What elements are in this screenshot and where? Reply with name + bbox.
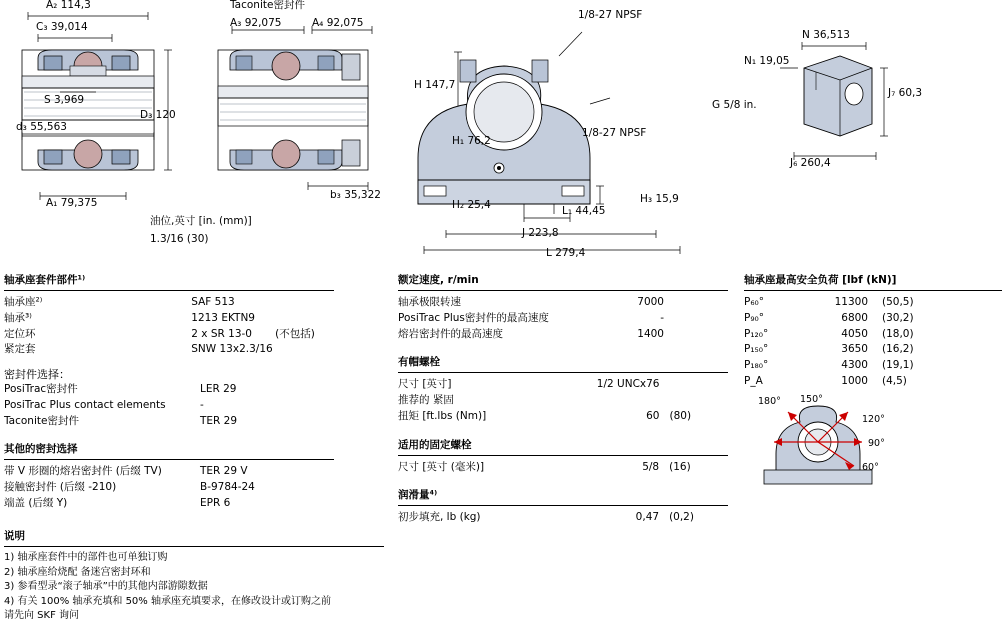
row-value: 2 x SR 13-0: [191, 327, 252, 340]
dim-j: J 223,8: [522, 227, 559, 239]
dim-a3: A₃ 92,075: [230, 17, 282, 29]
row-value: 1000: [841, 374, 868, 387]
lubricant-table: [398, 510, 728, 526]
row-extra: (不包括): [275, 327, 315, 340]
row-label: 端盖 (后缀 Y): [4, 496, 68, 509]
row-value: 4300: [841, 359, 868, 371]
angle-150: 150°: [800, 394, 823, 405]
table-row: [744, 342, 914, 358]
dim-s: S 3,969: [44, 94, 85, 106]
row-label: PosiTrac Plus密封件的最高速度: [398, 311, 549, 324]
dim-g: G 5/8 in.: [712, 99, 757, 111]
row-label: 轴承座²⁾: [4, 296, 43, 308]
row-label: P₁₈₀°: [744, 359, 769, 371]
dim-a1: A₁ 79,375: [46, 197, 98, 209]
table-row: [4, 414, 284, 430]
table-row: [398, 510, 728, 526]
row-label: 带 V 形圈的熔岩密封件 (后缀 TV): [4, 465, 162, 478]
dim-l: L 279,4: [546, 247, 586, 259]
dim-ba: b₃ 35,322: [330, 189, 381, 201]
divider: [4, 546, 384, 547]
seal-options-title: 密封件选择：: [4, 368, 70, 381]
row-label: P_A: [744, 374, 763, 387]
notes-section: [4, 528, 384, 624]
dim-h3: H₃ 15,9: [640, 193, 679, 205]
dim-npsf-top: 1/8-27 NPSF: [578, 9, 643, 21]
oil-level-title: 油位,英寸 [in. (mm)]: [150, 215, 252, 227]
other-seal-title: 其他的密封选择: [4, 443, 78, 456]
row-label: 初步填充, lb (kg): [398, 511, 481, 524]
row-label: Taconite密封件: [4, 414, 79, 427]
dim-c3: C₃ 39,014: [36, 21, 88, 33]
row-extra: [275, 295, 334, 311]
row-extra: (18,0): [882, 327, 914, 340]
table-row: [4, 311, 334, 327]
kit-parts-title: 轴承座套件部件¹⁾: [4, 274, 86, 286]
row-value: 0,47: [635, 511, 660, 524]
fix-bolt-title: 适用的固定螺栓: [398, 438, 472, 451]
safe-load-title: 轴承座最高安全负荷 [lbf (kN)]: [744, 274, 897, 286]
oil-level-value: 1.3/16 (30): [150, 233, 209, 245]
table-row: [4, 342, 334, 358]
row-extra: [659, 393, 728, 409]
row-label: 扭矩 [ft.lbs (Nm)]: [398, 409, 487, 422]
row-value: 5/8: [642, 460, 660, 473]
note-item: 3) 参看型录“滚子轴承”中的其他内部游隙数据: [4, 581, 208, 592]
row-extra: (16): [669, 460, 691, 473]
table-row: [398, 393, 728, 409]
dim-a2: A₂ 114,3: [46, 0, 91, 11]
row-value: SNW 13x2.3/16: [191, 343, 273, 356]
row-label: 尺寸 [英寸]: [398, 378, 452, 391]
seal-options-table: [4, 382, 284, 429]
divider: [744, 290, 1002, 291]
row-label: 尺寸 [英寸 (毫米)]: [398, 460, 485, 473]
row-label: 接触密封件 (后缀 -210): [4, 481, 117, 493]
table-row: [4, 398, 284, 414]
safe-load-section: [744, 272, 1002, 390]
speed-section: [398, 272, 728, 526]
angle-90: 90°: [868, 438, 885, 449]
divider: [398, 290, 728, 291]
row-extra: [659, 377, 728, 393]
row-value: 1400: [637, 327, 664, 340]
dim-da: D₃ 120: [140, 109, 176, 121]
row-extra: (4,5): [882, 374, 907, 387]
table-row: [4, 327, 334, 343]
notes-title: 说明: [4, 530, 25, 542]
drawing-front-elevation: [404, 8, 744, 258]
row-label: 紧定套: [4, 343, 36, 356]
angle-120: 120°: [862, 414, 885, 425]
row-label: P₆₀°: [744, 296, 765, 308]
kit-parts-table: [4, 295, 334, 358]
table-row: [744, 374, 914, 390]
divider: [4, 459, 334, 460]
divider: [398, 372, 728, 373]
row-label: P₁₂₀°: [744, 327, 769, 340]
dim-l1: L₁ 44,45: [562, 205, 606, 217]
row-label: 推荐的 紧固: [398, 394, 454, 406]
other-seal-table: [4, 464, 284, 511]
row-label: PosiTrac Plus contact elements: [4, 398, 166, 411]
row-value: 11300: [834, 296, 868, 308]
row-value: 60: [646, 409, 660, 422]
row-extra: [275, 342, 334, 358]
row-value: SAF 513: [191, 296, 235, 308]
dim-n: N 36,513: [802, 29, 850, 41]
safe-load-table: [744, 295, 914, 390]
angle-60: 60°: [862, 462, 879, 473]
row-value: TER 29: [200, 414, 238, 427]
row-extra: (50,5): [882, 296, 914, 308]
row-value: 3650: [841, 343, 868, 356]
row-label: 轴承³⁾: [4, 311, 32, 324]
row-extra: (19,1): [882, 359, 914, 371]
table-row: [398, 377, 728, 393]
note-item: 4) 有关 100% 轴承充填和 50% 轴承座充填要求，在修改设计或订购之前: [4, 595, 331, 607]
table-row: [4, 382, 284, 398]
note-item: 2) 轴承座给烧配 备迷宫密封环和: [4, 566, 151, 578]
row-value: 1/2 UNCx76: [596, 378, 660, 391]
table-row: [744, 311, 914, 327]
table-row: [4, 464, 284, 480]
label-taconite: Taconite密封件: [230, 0, 305, 11]
dim-d3: d₃ 55,563: [16, 121, 67, 133]
dim-h1: H₁ 76,2: [452, 135, 491, 147]
table-row: [744, 358, 914, 374]
row-label: 定位环: [4, 327, 36, 340]
row-value: -: [200, 398, 204, 411]
dim-j7: J₇ 60,3: [888, 87, 923, 99]
row-value: -: [660, 311, 664, 324]
row-value: B-9784-24: [200, 481, 255, 493]
row-label: P₁₅₀°: [744, 343, 769, 356]
dim-h: H 147,7: [414, 79, 456, 91]
row-value: TER 29 V: [200, 465, 248, 478]
dim-n1: N₁ 19,05: [744, 55, 790, 67]
row-value: 4050: [841, 327, 868, 340]
divider: [398, 505, 728, 506]
drawing-section-view-2: [196, 0, 396, 250]
row-extra: [275, 311, 334, 327]
table-row: [398, 295, 664, 311]
row-value: EPR 6: [200, 496, 231, 509]
table-row: [4, 496, 284, 512]
dim-a4: A₄ 92,075: [312, 17, 364, 29]
row-extra: (16,2): [882, 343, 914, 356]
speed-title: 额定速度, r/min: [398, 274, 479, 286]
row-extra: (30,2): [882, 311, 914, 324]
row-value: LER 29: [200, 383, 237, 395]
row-value: 6800: [841, 311, 868, 324]
row-label: P₉₀°: [744, 311, 765, 324]
table-row: [4, 295, 334, 311]
fix-bolt-table: [398, 460, 728, 476]
row-label: 熔岩密封件的最高速度: [398, 327, 503, 340]
table-row: [4, 480, 284, 496]
row-value: 1213 EKTN9: [191, 311, 255, 324]
table-row: [398, 409, 728, 425]
angle-180: 180°: [758, 396, 781, 407]
table-row: [744, 327, 914, 343]
bolt-title: 有帽螺栓: [398, 356, 440, 369]
speed-table: [398, 295, 664, 342]
row-label: 轴承极限转速: [398, 296, 461, 308]
table-row: [398, 327, 664, 343]
row-label: PosiTrac密封件: [4, 383, 78, 395]
table-row: [744, 295, 914, 311]
table-row: [398, 460, 728, 476]
drawing-load-angles: [756, 396, 956, 506]
row-value: [590, 393, 660, 409]
note-item: 请先向 SKF 询问: [4, 610, 80, 621]
dim-h2: H₂ 25,4: [452, 199, 491, 211]
table-row: [398, 311, 664, 327]
kit-parts-section: [4, 272, 334, 512]
lubricant-title: 润滑量⁴⁾: [398, 489, 438, 502]
drawing-foot-detail: [780, 28, 980, 198]
note-item: 1) 轴承座套件中的部件也可单独订购: [4, 552, 168, 563]
row-extra: (0,2): [669, 511, 694, 524]
divider: [398, 455, 728, 456]
divider: [4, 290, 334, 291]
row-value: 7000: [637, 296, 664, 308]
dim-npsf-mid: 1/8-27 NPSF: [582, 127, 647, 139]
bolt-table: [398, 377, 728, 424]
row-extra: (80): [669, 409, 692, 422]
dim-j6: J₆ 260,4: [790, 157, 831, 169]
